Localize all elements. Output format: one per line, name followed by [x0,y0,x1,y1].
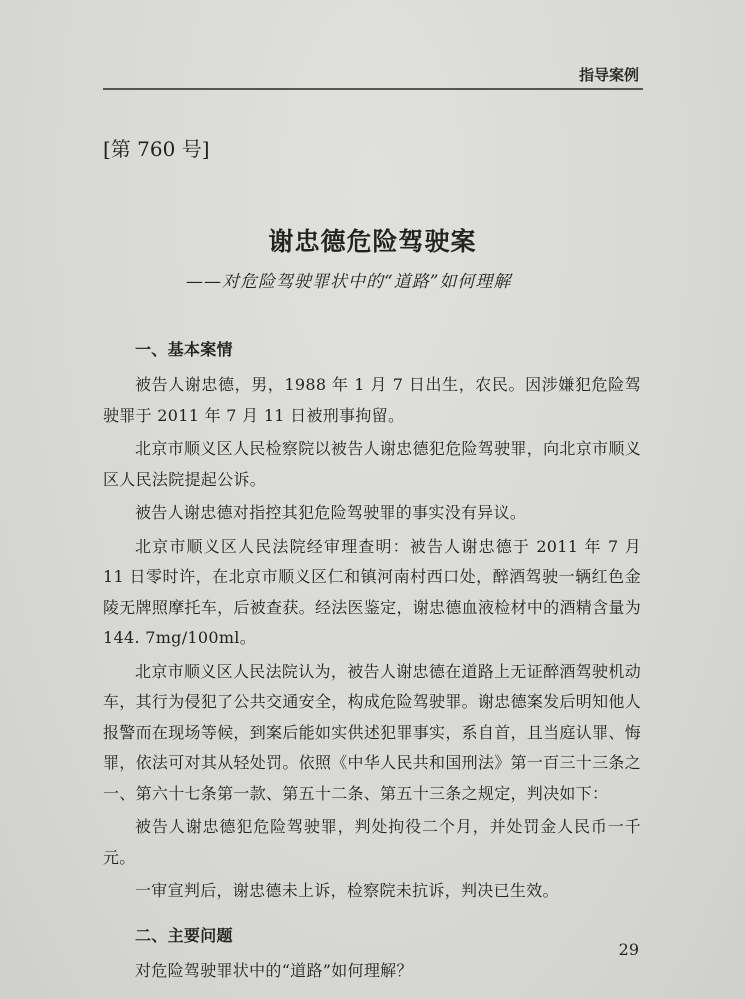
paragraph: 北京市顺义区人民检察院以被告人谢忠德犯危险驾驶罪，向北京市顺义区人民法院提起公诉。 [103,439,641,489]
section-heading: 一、基本案情 [135,340,233,359]
case-title: 谢忠德危险驾驶案 [268,227,477,256]
paragraph: 北京市顺义区人民法院经审理查明：被告人谢忠德于 2011 年 7 月 11 日零时许，在北京市顺义区仁和镇河南村西口处，醉酒驾驶一辆红色金陵无牌照摩托车，后被查获。经法医鉴定，谢忠德血液检材中的酒精含量为 144. 7mg/100ml。 [103,536,641,647]
paragraph: 一审宣判后，谢忠德未上诉，检察院未抗诉，判决已生效。 [135,881,559,900]
case-subtitle: ——对危险驾驶罪状中的“道路”如何理解 [186,272,512,292]
paragraph: 对危险驾驶罪状中的“道路”如何理解？ [135,960,413,980]
running-header: 指导案例 [578,66,639,84]
paragraph: 被告人谢忠德对指控其犯危险驾驶罪的事实没有异议。 [135,503,527,522]
case-number: [第 760 号] [103,137,210,161]
paragraph: 被告人谢忠德，男，1988 年 1 月 7 日出生，农民。因涉嫌犯危险驾驶罪于 2011 年 7 月 11 日被刑事拘留。 [103,375,641,425]
section-heading: 二、主要问题 [135,925,233,945]
paragraph: 被告人谢忠德犯危险驾驶罪，判处拘役二个月，并处罚金人民币一千元。 [103,817,641,867]
body-text [103,335,641,989]
page-number: 29 [618,940,639,959]
paragraph: 北京市顺义区人民法院认为，被告人谢忠德在道路上无证醉酒驾驶机动车，其行为侵犯了公共交通安全，构成危险驾驶罪。谢忠德案发后明知他人报警而在现场等候，到案后能如实供述犯罪事实，系自首，且当庭认罪、悔罪，依法可对其从轻处罚。依照《中华人民共和国刑法》第一百三十三条之一、第六十七条第一款、第五十二条、第五十三条之规定，判决如下： [103,661,641,803]
header-divider [103,88,643,90]
